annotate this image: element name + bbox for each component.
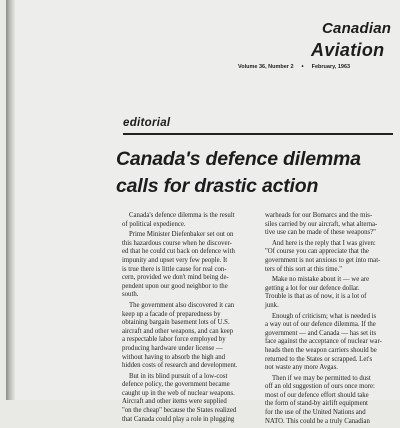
- text-line: Make no mistake about it — we are: [272, 276, 370, 284]
- paragraph: [265, 276, 395, 310]
- text-line: defence policy, the government became: [122, 381, 230, 389]
- paragraph: [265, 240, 395, 274]
- issue-info: [238, 64, 398, 70]
- binding-gutter: [6, 0, 15, 400]
- text-line: of political expedience.: [122, 220, 186, 228]
- text-line: junk.: [265, 301, 279, 309]
- left-column: [122, 212, 244, 426]
- text-line: a respectable labor force employed by: [122, 336, 226, 344]
- text-line: And here is the reply that I was given:: [272, 239, 376, 247]
- text-line: ed that he could cut back on defence with: [122, 248, 235, 256]
- text-line: impunity and upset very few people. It: [122, 256, 228, 264]
- text-line: getting a lot for our defence dollar.: [265, 284, 360, 292]
- text-line: Enough of criticism; what is needed is: [272, 312, 377, 320]
- text-line: Trouble is that as of now, it is a lot of: [265, 293, 367, 301]
- masthead-canadian: Canadian: [322, 20, 392, 37]
- issue-volume: Volume 36, Number 2: [238, 64, 294, 70]
- text-line: not waste any more Avgas.: [265, 364, 338, 372]
- paragraph: [122, 231, 244, 300]
- text-line: aircraft and other weapons, and can keep: [122, 327, 234, 335]
- magazine-page: [6, 0, 400, 425]
- text-line: producing hardware under license —: [122, 344, 223, 352]
- text-line: ters of this sort at this time.": [265, 265, 342, 273]
- text-line: is true there is little cause for real con-: [122, 265, 227, 273]
- issue-bullet: •: [301, 64, 304, 70]
- text-line: without having to absorb the high and: [122, 353, 226, 361]
- text-line: Canada's defence dilemma is the result: [129, 212, 235, 219]
- issue-date: February, 1963: [311, 64, 351, 70]
- text-line: But in its blind pursuit of a low-cost: [129, 372, 228, 380]
- section-rule: [123, 133, 393, 135]
- headline-line-2: calls for drastic action: [116, 175, 319, 197]
- right-column: [265, 212, 395, 428]
- text-line: south.: [122, 291, 139, 299]
- text-line: that Canada could play a role in plugging: [122, 415, 235, 423]
- text-line: Then if we may be permitted to dust: [272, 374, 371, 382]
- text-line: Aircraft and other items were supplied: [122, 398, 227, 406]
- paragraph: [265, 375, 395, 427]
- paragraph: [122, 373, 244, 425]
- text-line: Prime Minister Diefenbaker set out on: [129, 231, 234, 239]
- text-line: the form of stand-by airlift equipment: [265, 400, 368, 408]
- text-line: siles carried by our aircraft, what alterna-: [265, 220, 378, 228]
- text-line: face against the acceptance of nuclear war-: [265, 338, 382, 346]
- text-line: tive use can be made of these weapons?": [265, 229, 376, 237]
- text-line: pendent upon our good neighbor to the: [122, 282, 228, 290]
- headline: [116, 146, 400, 200]
- paragraph: [265, 313, 395, 373]
- section-label: editorial: [123, 117, 171, 129]
- paragraph: [265, 212, 395, 238]
- text-line: government — and Canada — has set its: [265, 329, 377, 337]
- text-line: this hazardous course when he discover-: [122, 239, 232, 247]
- text-line: "Of course you can appreciate that the: [265, 248, 369, 256]
- text-line: returned to the States or scrapped. Let's: [265, 355, 373, 363]
- text-line: NATO. This could be a truly Canadian: [265, 417, 370, 425]
- text-line: a way out of our defence dilemma. If the: [265, 321, 376, 329]
- text-line: for the use of the United Nations and: [265, 409, 366, 417]
- text-line: The government also discovered it can: [129, 301, 235, 309]
- masthead-aviation: Aviation: [311, 40, 385, 60]
- paragraph: [122, 302, 244, 371]
- text-line: off an old suggestion of ours once more:: [265, 383, 375, 391]
- paragraph: [122, 212, 244, 229]
- text-line: obtaining bargain basement lots of U.S.: [122, 319, 230, 327]
- text-line: government is not anxious to get into mat-: [265, 256, 381, 264]
- text-line: warheads for our Bomarcs and the mis-: [265, 212, 373, 219]
- text-line: caught up in the web of nuclear weapons.: [122, 389, 235, 397]
- headline-line-1: Canada's defence dilemma: [116, 148, 361, 170]
- text-line: keep up a facade of preparedness by: [122, 310, 221, 318]
- text-line: heads then the weapon carriers should be: [265, 346, 377, 354]
- text-line: cern, provided we don't mind being de-: [122, 274, 229, 282]
- text-line: most of our defence effort should take: [265, 391, 369, 399]
- text-line: hidden costs of research and development.: [122, 362, 238, 370]
- text-line: "on the cheap" because the States realized: [122, 407, 237, 415]
